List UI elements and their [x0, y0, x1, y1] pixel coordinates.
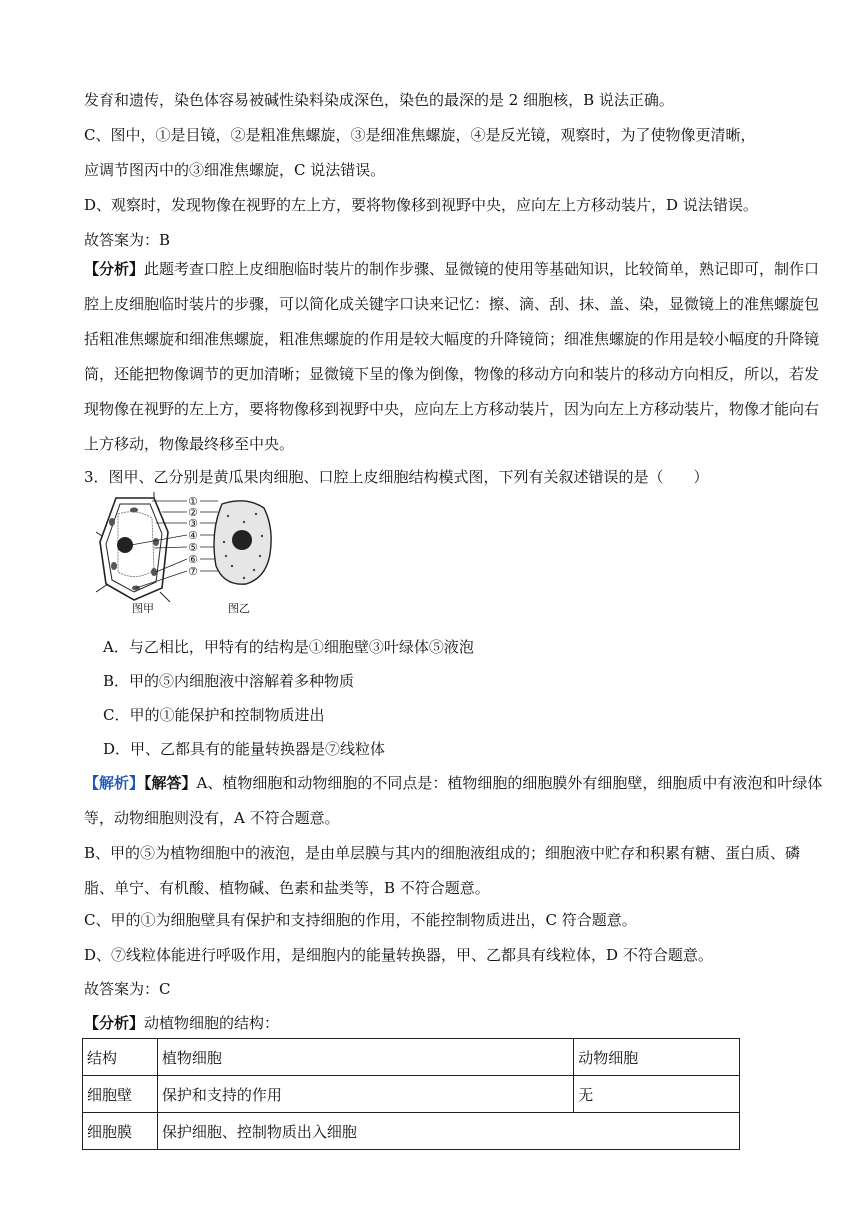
table-row [83, 1113, 740, 1150]
caption-left: 图甲 [132, 602, 154, 615]
figure-label: ⑤ [188, 541, 198, 554]
table-cell: 细胞壁 [83, 1076, 158, 1113]
table-cell: 结构 [83, 1039, 158, 1076]
analysis-paragraph [84, 252, 824, 462]
animal-nucleus [232, 530, 252, 550]
figure-labels [188, 495, 198, 578]
table-cell: 植物细胞 [157, 1039, 573, 1076]
table-cell: 无 [574, 1076, 740, 1113]
table-row [83, 1076, 740, 1113]
option-c: C．甲的①能保护和控制物质进出 [103, 706, 325, 724]
explanation-tag: 【解析】 [84, 774, 145, 792]
text-line: D、观察时，发现物像在视野的左上方，要将物像移到视野中央，应向左上方移动装片，D 说法错误。 [84, 196, 758, 214]
text-line: C、图中，①是目镜，②是粗准焦螺旋，③是细准焦螺旋，④是反光镜，观察时，为了使物像更清晰， [84, 126, 756, 144]
figure-label: ③ [188, 517, 198, 530]
analysis2-tag: 【分析】 [84, 1014, 145, 1032]
explanation-b: B、甲的⑤为植物细胞中的液泡，是由单层膜与其内的细胞液组成的；细胞液中贮存和积累有糖、蛋白质、磷脂、单宁、有机酸、植物碱、色素和盐类等，B 不符合题意。 [84, 844, 801, 897]
figure-label: ④ [188, 529, 198, 542]
table-cell: 保护细胞、控制物质出入细胞 [157, 1113, 739, 1150]
table-cell: 细胞膜 [83, 1113, 158, 1150]
answer-line: 故答案为：C [84, 980, 171, 998]
explanation-paragraph [84, 766, 824, 836]
analysis-tag: 【分析】 [84, 260, 145, 278]
explanation-c: C、甲的①为细胞壁具有保护和支持细胞的作用，不能控制物质进出，C 符合题意。 [84, 911, 637, 929]
option-d: D．甲、乙都具有的能量转换器是⑦线粒体 [103, 740, 386, 758]
figure-label: ⑥ [188, 553, 198, 566]
caption-right: 图乙 [228, 602, 250, 615]
figure-label: ② [188, 506, 198, 519]
question-stem: 3．图甲、乙分别是黄瓜果肉细胞、口腔上皮细胞结构模式图，下列有关叙述错误的是（ ） [84, 468, 709, 486]
plant-cell [96, 492, 170, 602]
analysis2-text: 动植物细胞的结构： [144, 1014, 280, 1032]
table-row [83, 1039, 740, 1076]
cell-structure-table [82, 1038, 740, 1150]
explanation-d: D、⑦线粒体能进行呼吸作用，是细胞内的能量转换器，甲、乙都具有线粒体，D 不符合题意。 [84, 946, 713, 964]
table-cell: 动物细胞 [574, 1039, 740, 1076]
analysis2-line [84, 1012, 279, 1034]
figure-label: ⑦ [188, 565, 198, 578]
figure-label: ① [188, 495, 198, 508]
answer-line: 故答案为：B [84, 231, 171, 249]
cell-diagram-svg [96, 492, 286, 617]
answer-tag: 【解答】 [144, 774, 197, 792]
text-line: 发育和遗传，染色体容易被碱性染料染成深色，染色的最深的是 2 细胞核，B 说法正确。 [84, 91, 674, 109]
table-cell: 保护和支持的作用 [157, 1076, 573, 1113]
plant-nucleus [117, 537, 133, 553]
option-a: A．与乙相比，甲特有的结构是①细胞壁③叶绿体⑤液泡 [103, 638, 474, 656]
text-line: 应调节图丙中的③细准焦螺旋，C 说法错误。 [84, 161, 386, 179]
cell-figure [96, 492, 286, 617]
animal-cell [214, 501, 271, 584]
analysis-text: 此题考查口腔上皮细胞临时装片的制作步骤、显微镜的使用等基础知识，比较简单，熟记即可，制作口腔上皮细胞临时装片的步骤，可以简化成关键字口诀来记忆：擦、滴、刮、抹、盖、染，显微镜上的准焦螺旋包括粗准焦螺旋和细准焦螺旋，粗准焦螺旋的作用是较大幅度的升降镜筒；细准焦螺旋的作用是较小幅度的升降镜筒，还能把物像调节的更加清晰；显微镜下呈的像为倒像，物像的移动方向和装片的移动方向相反，所以，若发现物像在视野的左上方，要将物像移到视野中央，应向左上方移动装片，因为向左上方移动装片，物像才能向右上方移动，物像最终移至中央。 [84, 260, 820, 453]
option-b: B．甲的⑤内细胞液中溶解着多种物质 [103, 672, 355, 690]
explanation-a: A、植物细胞和动物细胞的不同点是：植物细胞的细胞膜外有细胞壁，细胞质中有液泡和叶绿体等，动物细胞则没有，A 不符合题意。 [84, 774, 823, 827]
